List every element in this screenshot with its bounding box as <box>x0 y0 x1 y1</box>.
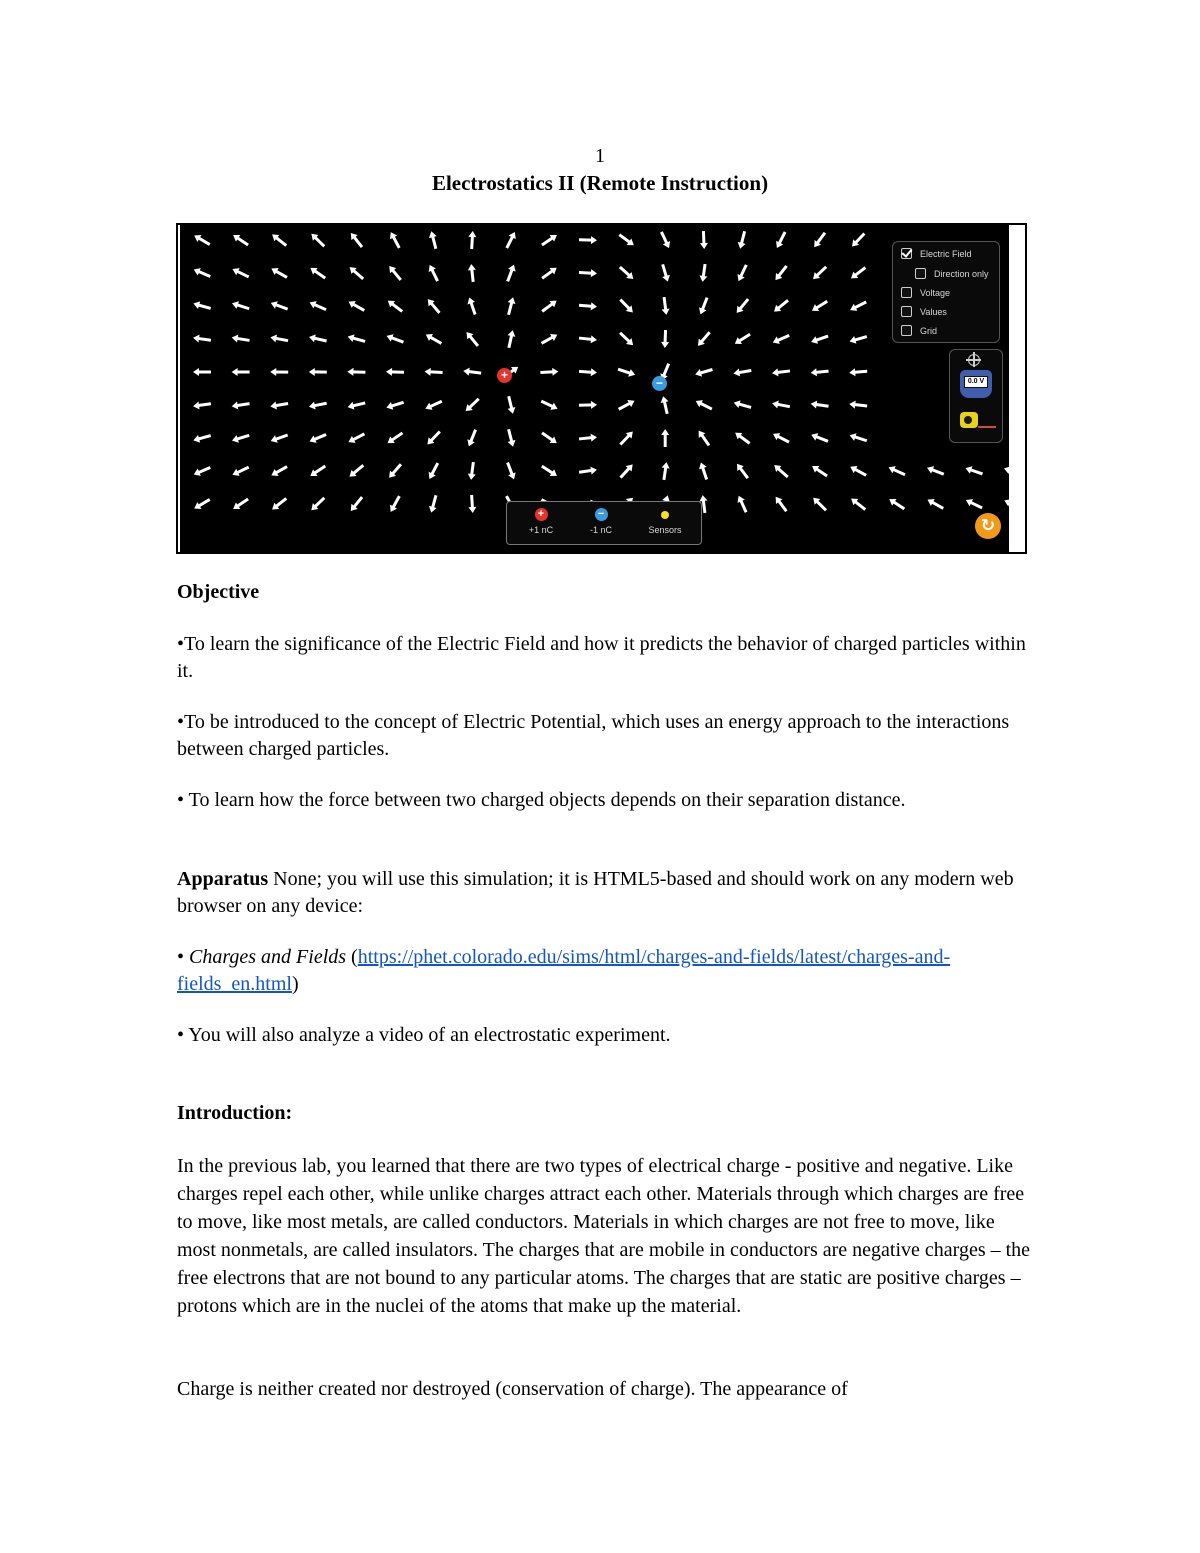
field-arrow <box>772 263 789 282</box>
field-arrow <box>386 462 404 481</box>
field-arrow <box>427 494 439 513</box>
field-arrow <box>231 334 250 345</box>
positive-charge-icon: + <box>535 508 548 521</box>
field-arrow <box>579 466 598 476</box>
field-arrow <box>964 464 984 477</box>
simulation-screenshot <box>176 223 1027 554</box>
sim-url-link[interactable]: https://phet.colorado.edu/sims/html/charges-and-fields/latest/charges-and-fields_en.html <box>177 946 951 995</box>
field-arrow <box>424 331 444 347</box>
field-arrow <box>540 264 559 281</box>
objective-bullet-1: •To learn the significance of the Electric Field and how it predicts the behavior of charged particles within it. <box>177 633 1026 682</box>
field-arrow <box>733 399 752 411</box>
field-arrow <box>810 400 829 411</box>
field-arrow <box>463 329 481 348</box>
field-arrow <box>231 463 251 478</box>
field-arrow <box>848 333 868 346</box>
negative-charge-icon: − <box>595 508 608 521</box>
field-arrow <box>503 230 518 250</box>
field-arrow <box>926 464 946 478</box>
field-arrow <box>579 367 598 376</box>
field-arrow <box>347 368 365 376</box>
negative-charge-source[interactable] <box>573 508 629 535</box>
field-arrow <box>231 432 251 445</box>
field-arrow <box>772 462 791 480</box>
page-number: 1 <box>595 145 605 167</box>
field-arrow <box>699 231 708 249</box>
field-arrow <box>192 464 212 478</box>
field-arrow <box>424 429 442 448</box>
field-arrow <box>270 400 289 411</box>
direction-only-checkbox[interactable] <box>915 268 926 279</box>
sensor-icon <box>661 511 669 519</box>
field-arrow <box>964 496 984 511</box>
field-arrow <box>385 332 405 346</box>
field-arrow <box>810 298 830 314</box>
values-checkbox[interactable] <box>901 306 912 317</box>
field-arrow <box>308 463 327 480</box>
field-arrow <box>887 464 907 479</box>
introduction-heading: Introduction: <box>177 1102 293 1124</box>
field-arrow <box>269 463 289 479</box>
direction-only-option[interactable] <box>915 268 989 279</box>
field-arrow <box>192 496 212 512</box>
field-arrow <box>192 300 211 313</box>
field-arrow <box>505 296 517 315</box>
field-arrow <box>468 495 477 513</box>
field-arrow <box>387 230 403 250</box>
field-arrow <box>617 397 637 413</box>
negative-charge-label: -1 nC <box>589 525 612 535</box>
document-title: Electrostatics II (Remote Instruction) <box>431 171 769 195</box>
field-arrow <box>347 333 366 346</box>
field-arrow <box>193 400 212 410</box>
grid-checkbox[interactable] <box>901 325 912 336</box>
simulation-canvas <box>180 225 1009 552</box>
field-arrow <box>385 430 404 447</box>
field-arrow <box>426 461 441 481</box>
field-arrow <box>579 269 597 278</box>
field-arrow <box>269 431 289 445</box>
field-arrow <box>504 263 518 283</box>
field-arrow <box>385 399 405 412</box>
direction-only-label: Direction only <box>934 268 989 279</box>
field-arrow <box>540 297 559 314</box>
field-arrow <box>810 495 828 513</box>
field-arrow <box>231 265 251 280</box>
measuring-tape-icon[interactable] <box>960 412 978 428</box>
apparatus-paragraph <box>177 866 1037 920</box>
field-arrow <box>810 264 829 282</box>
measuring-tape-line <box>978 426 996 428</box>
field-arrow <box>505 395 517 414</box>
field-arrow <box>849 400 868 410</box>
field-arrow <box>617 264 636 282</box>
voltage-option[interactable] <box>901 287 950 298</box>
field-arrow <box>579 433 598 443</box>
positive-charge[interactable]: + <box>497 368 512 383</box>
field-arrow <box>695 330 713 349</box>
video-bullet: • You will also analyze a video of an electrostatic experiment. <box>177 1024 671 1046</box>
field-arrow <box>659 263 672 283</box>
field-arrow <box>849 367 868 376</box>
field-arrow <box>467 264 477 283</box>
field-arrow <box>773 230 788 250</box>
field-arrow <box>231 496 250 513</box>
objective-heading: Objective <box>177 581 260 603</box>
apparatus-heading: Apparatus <box>177 868 269 890</box>
field-arrow <box>694 397 714 412</box>
field-arrow <box>734 297 752 316</box>
field-arrow <box>465 428 479 448</box>
field-arrow <box>270 495 289 512</box>
field-arrow <box>348 494 366 513</box>
tools-panel <box>949 349 1003 443</box>
field-arrow <box>697 296 711 316</box>
field-arrow <box>1003 497 1009 512</box>
values-label: Values <box>920 306 947 317</box>
field-arrow <box>848 298 868 313</box>
field-arrow <box>308 299 328 314</box>
field-arrow <box>308 431 328 445</box>
field-arrow <box>386 368 404 377</box>
voltmeter-reading: 0.0 V <box>964 376 988 388</box>
field-arrow <box>192 266 212 280</box>
electric-field-label: Electric Field <box>920 248 972 259</box>
paren-close: ) <box>291 973 299 995</box>
sensors-source[interactable] <box>637 508 693 535</box>
field-arrow <box>771 430 791 445</box>
introduction-paragraph-1: In the previous lab, you learned that there are two types of electrical charge - positive and negative. Like charges repel each other, while unlike charges attract each other. Materials through which charges are free to move, like most metals, are called conductors. Materials in which charges are not free to move, like most nonmetals, are called insulators. The charges that are mobile in conductors are negative charges – the free electrons that are not bound to any particular atoms. The charges that are static are positive charges – protons which are in the nuclei of the atoms that make up the material. <box>177 1155 1031 1317</box>
field-arrow <box>848 463 868 479</box>
field-arrow <box>347 264 366 282</box>
field-arrow <box>660 297 670 316</box>
field-arrow <box>849 231 867 250</box>
field-arrow <box>466 296 479 316</box>
field-arrow <box>309 231 327 249</box>
field-arrow <box>926 496 946 512</box>
sensors-label: Sensors <box>648 525 682 535</box>
field-arrow <box>309 368 327 376</box>
field-arrow <box>347 430 367 445</box>
field-arrow <box>231 299 251 312</box>
field-arrow <box>848 431 868 444</box>
field-arrow <box>425 297 443 316</box>
field-arrow <box>540 463 559 480</box>
field-arrow <box>661 429 669 447</box>
field-arrow <box>699 264 709 283</box>
field-arrow <box>771 399 790 410</box>
field-arrow <box>617 429 635 448</box>
field-arrow <box>887 496 906 513</box>
field-arrow <box>540 367 558 376</box>
field-arrow <box>232 368 250 376</box>
field-arrow <box>579 301 598 310</box>
field-arrow <box>467 462 477 481</box>
field-arrow <box>270 231 289 248</box>
field-arrow <box>347 298 367 314</box>
field-arrow <box>810 431 830 445</box>
field-arrow <box>193 334 212 344</box>
field-arrow <box>771 332 791 347</box>
field-arrow <box>348 230 365 249</box>
field-arrow <box>579 401 597 409</box>
crosshair-icon[interactable] <box>968 354 980 366</box>
field-arrow <box>618 462 636 481</box>
negative-charge[interactable]: − <box>652 376 667 391</box>
field-arrow <box>540 398 560 413</box>
reset-button[interactable]: ↻ <box>975 513 1001 539</box>
field-arrow <box>468 231 477 249</box>
field-arrow <box>849 264 868 281</box>
positive-charge-label: +1 nC <box>528 525 554 535</box>
field-arrow <box>540 232 559 249</box>
field-arrow <box>736 230 748 249</box>
field-arrow <box>192 432 211 445</box>
field-arrow <box>579 334 598 344</box>
display-options-panel <box>892 241 1000 343</box>
field-arrow <box>694 366 714 379</box>
field-arrow <box>659 395 671 414</box>
charge-tray <box>506 501 702 545</box>
sim-bullet: • <box>177 946 190 968</box>
field-arrow <box>733 429 752 446</box>
paren-open: ( <box>346 946 358 968</box>
field-arrow <box>735 263 750 283</box>
field-arrow <box>424 398 444 413</box>
field-arrow <box>540 331 560 347</box>
field-arrow <box>309 495 328 513</box>
field-arrow <box>772 494 789 513</box>
field-arrow <box>661 330 670 348</box>
field-arrow <box>427 230 439 249</box>
field-arrow <box>270 368 288 376</box>
field-arrow <box>733 367 752 378</box>
electric-field-checkbox[interactable] <box>901 248 912 259</box>
field-arrow <box>810 367 829 377</box>
values-option[interactable] <box>901 306 947 317</box>
field-arrow <box>193 368 211 376</box>
field-arrow <box>269 265 289 281</box>
field-arrow <box>270 333 289 344</box>
field-arrow <box>617 297 635 315</box>
field-arrow <box>810 332 830 345</box>
voltage-label: Voltage <box>920 287 951 298</box>
field-arrow <box>617 330 636 348</box>
field-arrow <box>697 461 710 481</box>
field-arrow <box>505 329 517 348</box>
field-arrow <box>463 367 482 377</box>
field-arrow <box>192 232 212 248</box>
field-arrow <box>734 461 751 480</box>
field-arrow <box>772 367 791 377</box>
field-arrow <box>424 367 442 376</box>
voltmeter-tool[interactable] <box>960 370 992 398</box>
positive-charge-source[interactable] <box>513 508 569 535</box>
field-arrow <box>426 263 441 283</box>
field-arrow <box>771 297 790 315</box>
field-arrow <box>617 365 637 378</box>
field-arrow <box>505 428 517 447</box>
grid-option[interactable] <box>901 325 937 336</box>
field-arrow <box>387 494 403 514</box>
field-arrow <box>658 230 673 250</box>
field-arrow <box>347 462 366 480</box>
field-arrow <box>1003 465 1009 478</box>
apparatus-text: None; you will use this simulation; it is HTML5-based and should work on any modern web browser on any device: <box>177 868 1014 917</box>
field-arrow <box>811 230 828 249</box>
field-arrow <box>540 430 559 447</box>
field-arrow <box>579 236 597 244</box>
field-arrow <box>308 333 327 345</box>
field-arrow <box>231 400 250 411</box>
field-arrow <box>269 299 289 313</box>
simulation-link-paragraph <box>177 944 1037 998</box>
grid-label: Grid <box>920 325 938 336</box>
field-arrow <box>810 463 829 480</box>
field-arrow <box>504 461 518 481</box>
field-arrow <box>735 494 750 514</box>
field-arrow <box>695 428 712 447</box>
field-arrow <box>308 399 327 410</box>
field-arrow <box>660 462 671 481</box>
field-arrow <box>308 265 327 282</box>
electric-field-option[interactable] <box>901 248 972 259</box>
objective-bullet-3: • To learn how the force between two charged objects depends on their separation distance. <box>177 789 906 811</box>
objective-bullet-2: •To be introduced to the concept of Electric Potential, which uses an energy approach to the interactions between charged particles. <box>177 711 1010 760</box>
voltage-checkbox[interactable] <box>901 287 912 298</box>
sim-name: Charges and Fields <box>189 946 347 968</box>
field-arrow <box>231 232 250 249</box>
field-arrow <box>463 396 482 414</box>
field-arrow <box>617 231 636 248</box>
field-arrow <box>347 399 366 411</box>
introduction-paragraph-2: Charge is neither created nor destroyed (conservation of charge). The appearance of <box>177 1378 848 1400</box>
field-arrow <box>733 331 752 347</box>
field-arrow <box>386 264 404 283</box>
field-arrow <box>385 297 404 314</box>
field-arrow <box>849 495 868 512</box>
